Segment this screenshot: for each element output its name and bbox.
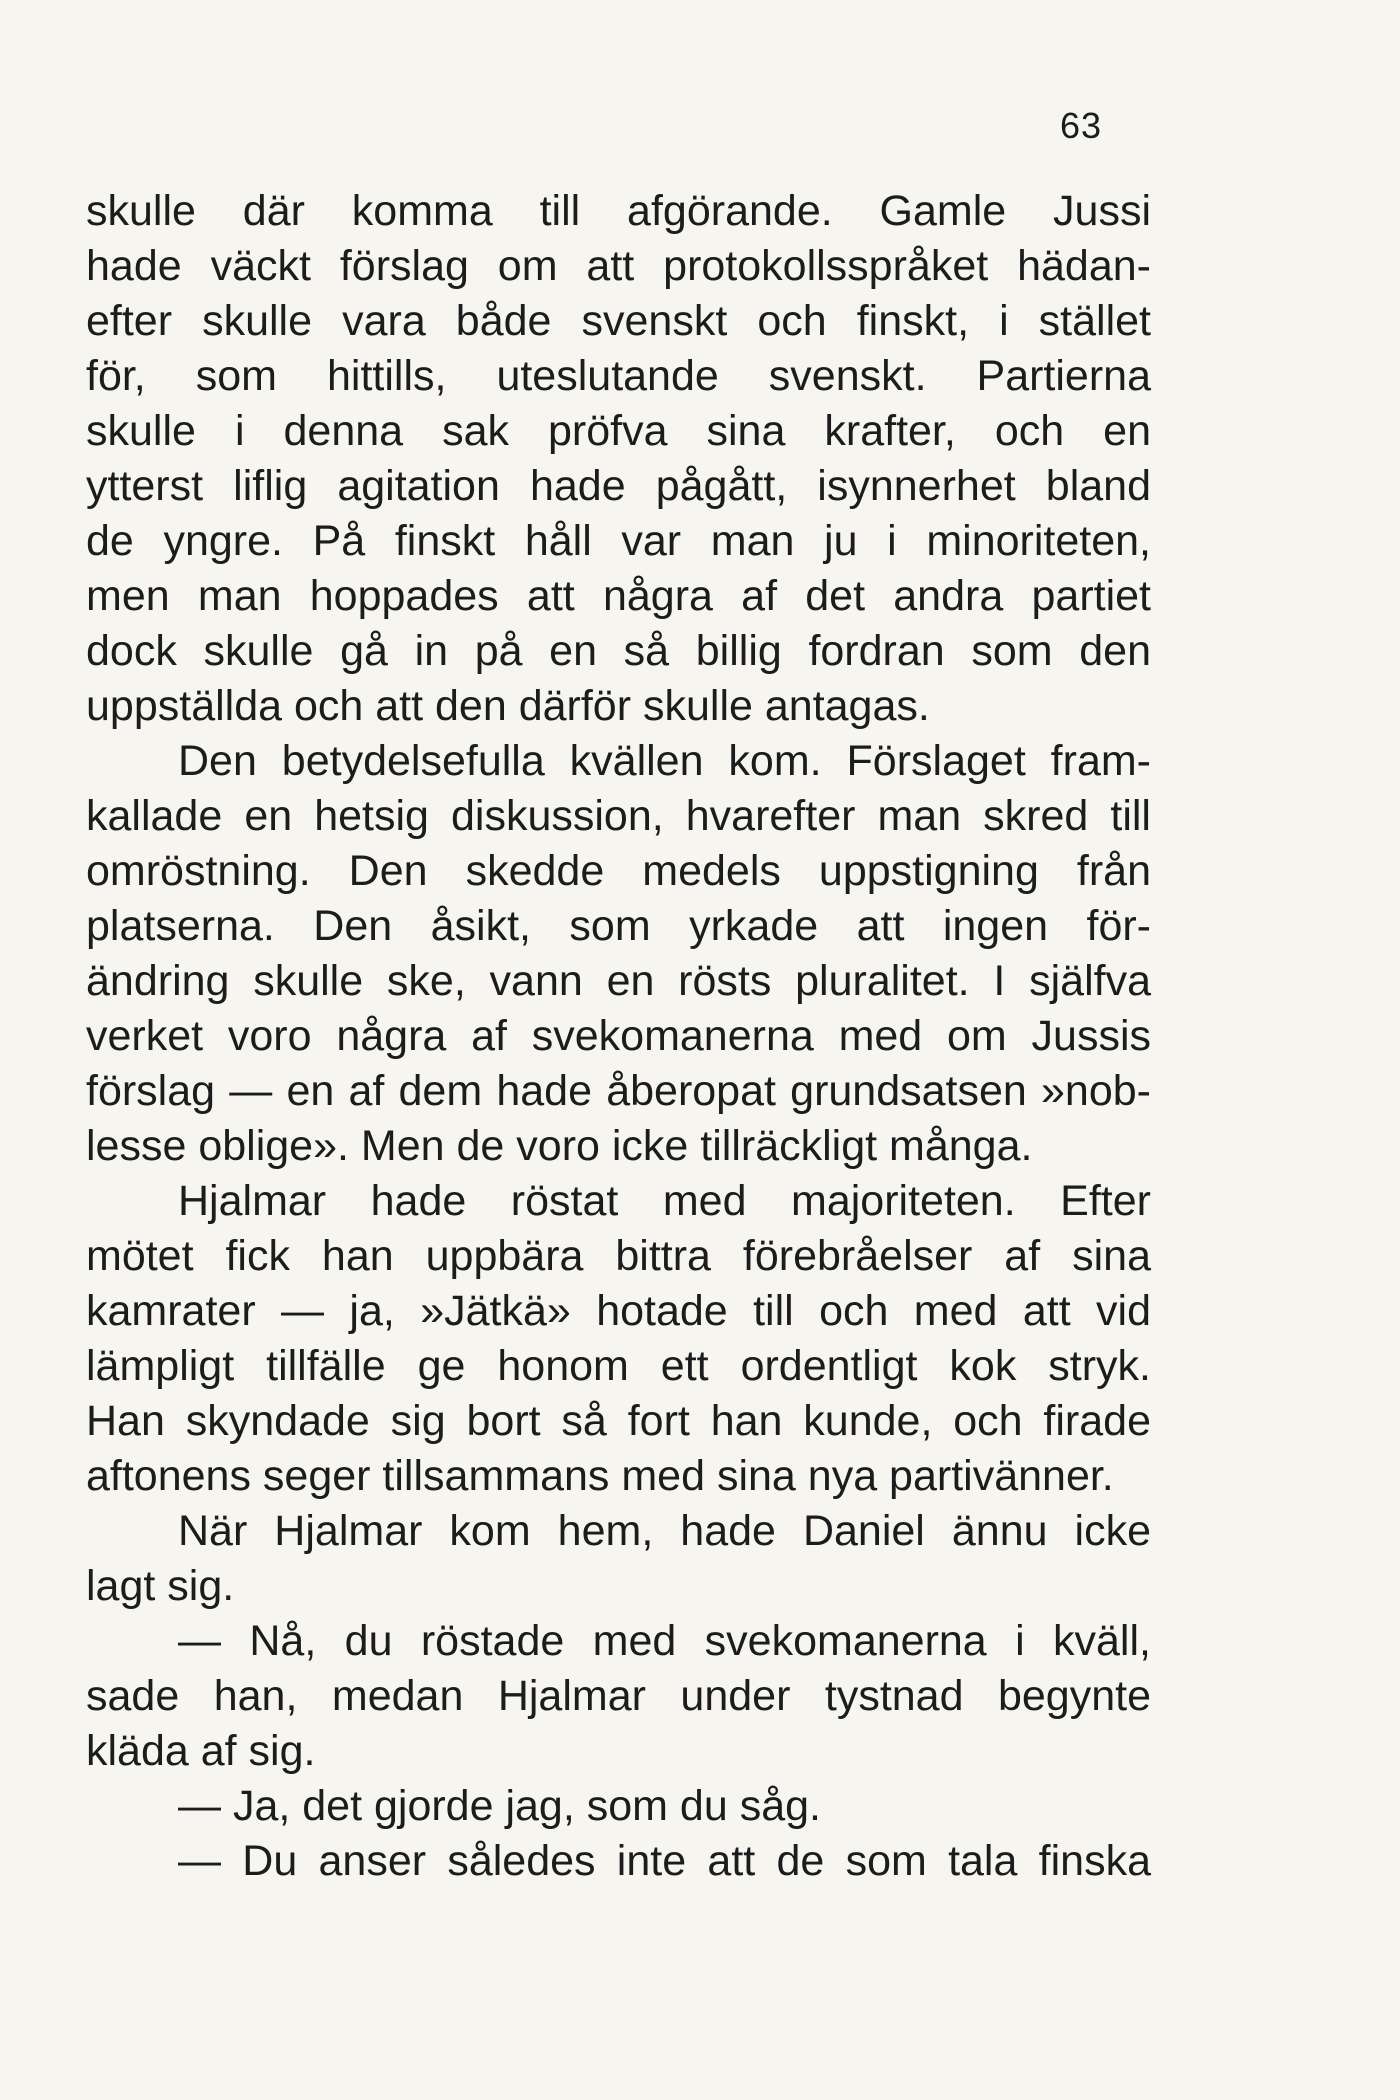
text-line: efter skulle vara både svenskt och finskt, i stället — [86, 297, 1151, 345]
text-line: kamrater — ja, »Jätkä» hotade till och med att vid — [86, 1287, 1151, 1335]
text-line: verket voro några af svekomanerna med om Jussis — [86, 1012, 1151, 1060]
text-line: skulle i denna sak pröfva sina krafter, och en — [86, 407, 1151, 455]
text-line: lesse oblige». Men de voro icke tillräckligt många. — [86, 1122, 1033, 1170]
text-line: uppställda och att den därför skulle antagas. — [86, 682, 930, 730]
text-line: skulle där komma till afgörande. Gamle Jussi — [86, 187, 1151, 235]
text-line: platserna. Den åsikt, som yrkade att ingen för- — [86, 902, 1151, 950]
text-line: de yngre. På finskt håll var man ju i minoriteten, — [86, 517, 1151, 565]
text-line: hade väckt förslag om att protokollsspråket hädan- — [86, 242, 1151, 290]
text-line: lämpligt tillfälle ge honom ett ordentligt kok stryk. — [86, 1342, 1151, 1390]
text-line: men man hoppades att några af det andra partiet — [86, 572, 1151, 620]
dialogue-line: — Du anser således inte att de som tala finska — [178, 1837, 1151, 1885]
text-line: kläda af sig. — [86, 1727, 316, 1775]
text-line: När Hjalmar kom hem, hade Daniel ännu icke — [178, 1507, 1151, 1555]
page-number: 63 — [1060, 105, 1103, 146]
dialogue-line: — Nå, du röstade med svekomanerna i kväll, — [178, 1617, 1151, 1665]
text-line: dock skulle gå in på en så billig fordran som den — [86, 627, 1151, 675]
text-line: för, som hittills, uteslutande svenskt. Partierna — [86, 352, 1151, 400]
dialogue-line: — Ja, det gjorde jag, som du såg. — [178, 1782, 821, 1830]
text-line: omröstning. Den skedde medels uppstigning från — [86, 847, 1151, 895]
text-line: kallade en hetsig diskussion, hvarefter man skred till — [86, 792, 1151, 840]
text-line: ändring skulle ske, vann en rösts pluralitet. I själfva — [86, 957, 1151, 1005]
body-text — [86, 184, 1151, 1889]
text-line: förslag — en af dem hade åberopat grundsatsen »nob- — [86, 1067, 1151, 1115]
text-line: ytterst liflig agitation hade pågått, isynnerhet bland — [86, 462, 1151, 510]
text-line: aftonens seger tillsammans med sina nya partivänner. — [86, 1452, 1114, 1500]
text-line: mötet fick han uppbära bittra förebråelser af sina — [86, 1232, 1151, 1280]
text-line: Han skyndade sig bort så fort han kunde, och firade — [86, 1397, 1151, 1445]
text-line: sade han, medan Hjalmar under tystnad begynte — [86, 1672, 1151, 1720]
text-line: lagt sig. — [86, 1562, 235, 1610]
text-line: Hjalmar hade röstat med majoriteten. Efter — [178, 1177, 1151, 1225]
text-line: Den betydelsefulla kvällen kom. Förslaget fram- — [178, 737, 1151, 785]
